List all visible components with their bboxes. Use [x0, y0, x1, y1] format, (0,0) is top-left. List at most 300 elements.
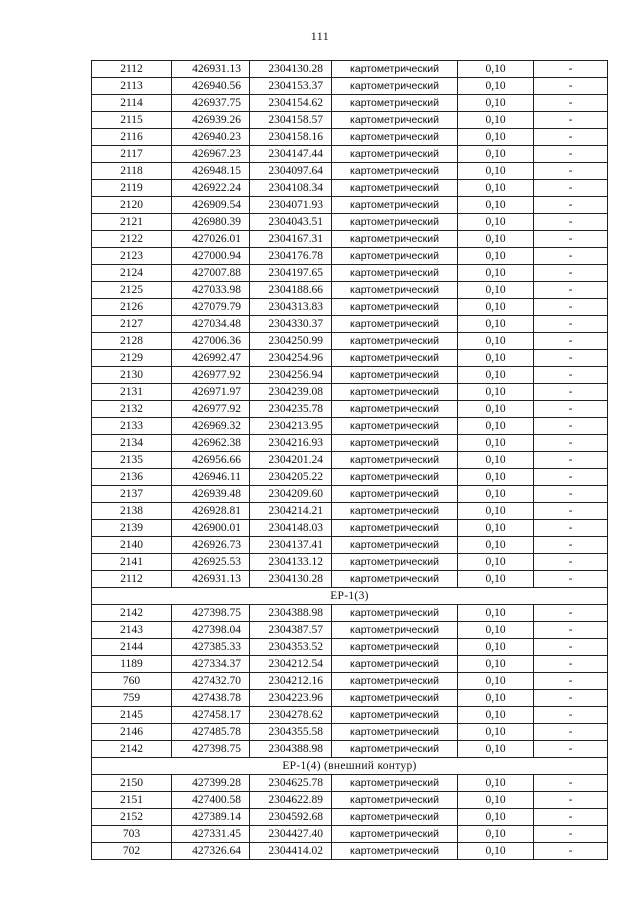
table-row	[92, 809, 608, 826]
point-number-cell: 2152	[92, 809, 172, 826]
x-coordinate-cell: 426937.75	[172, 95, 250, 112]
method-cell: картометрический	[332, 503, 458, 520]
table-row	[92, 554, 608, 571]
table-row	[92, 843, 608, 860]
method-cell: картометрический	[332, 571, 458, 588]
note-cell: -	[534, 180, 608, 197]
point-number-cell: 2117	[92, 146, 172, 163]
note-cell: -	[534, 503, 608, 520]
y-coordinate-cell: 2304130.28	[250, 571, 332, 588]
note-cell: -	[534, 690, 608, 707]
x-coordinate-cell: 426931.13	[172, 61, 250, 78]
accuracy-cell: 0,10	[458, 605, 534, 622]
point-number-cell: 2124	[92, 265, 172, 282]
x-coordinate-cell: 426940.56	[172, 78, 250, 95]
x-coordinate-cell: 427334.37	[172, 656, 250, 673]
section-heading: ЕР-1(3)	[92, 588, 608, 605]
point-number-cell: 2150	[92, 775, 172, 792]
point-number-cell: 2112	[92, 571, 172, 588]
method-cell: картометрический	[332, 622, 458, 639]
x-coordinate-cell: 426962.38	[172, 435, 250, 452]
table-row	[92, 333, 608, 350]
accuracy-cell: 0,10	[458, 707, 534, 724]
coordinates-table	[91, 60, 608, 860]
note-cell: -	[534, 214, 608, 231]
x-coordinate-cell: 427331.45	[172, 826, 250, 843]
method-cell: картометрический	[332, 299, 458, 316]
point-number-cell: 759	[92, 690, 172, 707]
y-coordinate-cell: 2304213.95	[250, 418, 332, 435]
y-coordinate-cell: 2304158.16	[250, 129, 332, 146]
table-row	[92, 214, 608, 231]
table-row	[92, 503, 608, 520]
point-number-cell: 2125	[92, 282, 172, 299]
table-row	[92, 741, 608, 758]
point-number-cell: 2114	[92, 95, 172, 112]
note-cell: -	[534, 486, 608, 503]
x-coordinate-cell: 426922.24	[172, 180, 250, 197]
accuracy-cell: 0,10	[458, 248, 534, 265]
y-coordinate-cell: 2304212.54	[250, 656, 332, 673]
accuracy-cell: 0,10	[458, 741, 534, 758]
accuracy-cell: 0,10	[458, 401, 534, 418]
table-row	[92, 724, 608, 741]
section-heading: ЕР-1(4) (внешний контур)	[92, 758, 608, 775]
accuracy-cell: 0,10	[458, 265, 534, 282]
method-cell: картометрический	[332, 265, 458, 282]
note-cell: -	[534, 282, 608, 299]
y-coordinate-cell: 2304137.41	[250, 537, 332, 554]
table-row	[92, 537, 608, 554]
table-row	[92, 605, 608, 622]
note-cell: -	[534, 826, 608, 843]
y-coordinate-cell: 2304254.96	[250, 350, 332, 367]
y-coordinate-cell: 2304256.94	[250, 367, 332, 384]
x-coordinate-cell: 427000.94	[172, 248, 250, 265]
table-row	[92, 61, 608, 78]
table-row	[92, 826, 608, 843]
note-cell: -	[534, 469, 608, 486]
method-cell: картометрический	[332, 690, 458, 707]
note-cell: -	[534, 146, 608, 163]
x-coordinate-cell: 427400.58	[172, 792, 250, 809]
point-number-cell: 2134	[92, 435, 172, 452]
x-coordinate-cell: 427326.64	[172, 843, 250, 860]
note-cell: -	[534, 724, 608, 741]
y-coordinate-cell: 2304043.51	[250, 214, 332, 231]
y-coordinate-cell: 2304108.34	[250, 180, 332, 197]
section-heading-row	[92, 588, 608, 605]
point-number-cell: 2144	[92, 639, 172, 656]
point-number-cell: 2138	[92, 503, 172, 520]
x-coordinate-cell: 427006.36	[172, 333, 250, 350]
y-coordinate-cell: 2304355.58	[250, 724, 332, 741]
method-cell: картометрический	[332, 656, 458, 673]
method-cell: картометрический	[332, 843, 458, 860]
accuracy-cell: 0,10	[458, 78, 534, 95]
accuracy-cell: 0,10	[458, 95, 534, 112]
table-row	[92, 401, 608, 418]
table-row	[92, 78, 608, 95]
accuracy-cell: 0,10	[458, 112, 534, 129]
note-cell: -	[534, 639, 608, 656]
accuracy-cell: 0,10	[458, 554, 534, 571]
y-coordinate-cell: 2304201.24	[250, 452, 332, 469]
point-number-cell: 2137	[92, 486, 172, 503]
x-coordinate-cell: 427432.70	[172, 673, 250, 690]
accuracy-cell: 0,10	[458, 622, 534, 639]
method-cell: картометрический	[332, 163, 458, 180]
y-coordinate-cell: 2304313.83	[250, 299, 332, 316]
note-cell: -	[534, 418, 608, 435]
y-coordinate-cell: 2304427.40	[250, 826, 332, 843]
accuracy-cell: 0,10	[458, 418, 534, 435]
point-number-cell: 2142	[92, 741, 172, 758]
x-coordinate-cell: 426977.92	[172, 401, 250, 418]
note-cell: -	[534, 78, 608, 95]
y-coordinate-cell: 2304388.98	[250, 605, 332, 622]
method-cell: картометрический	[332, 316, 458, 333]
table-row	[92, 639, 608, 656]
x-coordinate-cell: 427398.75	[172, 605, 250, 622]
note-cell: -	[534, 163, 608, 180]
accuracy-cell: 0,10	[458, 316, 534, 333]
table-row	[92, 792, 608, 809]
y-coordinate-cell: 2304622.89	[250, 792, 332, 809]
accuracy-cell: 0,10	[458, 775, 534, 792]
y-coordinate-cell: 2304278.62	[250, 707, 332, 724]
note-cell: -	[534, 350, 608, 367]
x-coordinate-cell: 426926.73	[172, 537, 250, 554]
y-coordinate-cell: 2304216.93	[250, 435, 332, 452]
point-number-cell: 2143	[92, 622, 172, 639]
x-coordinate-cell: 427398.04	[172, 622, 250, 639]
note-cell: -	[534, 775, 608, 792]
point-number-cell: 2135	[92, 452, 172, 469]
point-number-cell: 703	[92, 826, 172, 843]
point-number-cell: 2128	[92, 333, 172, 350]
method-cell: картометрический	[332, 452, 458, 469]
table-row	[92, 690, 608, 707]
point-number-cell: 2145	[92, 707, 172, 724]
y-coordinate-cell: 2304592.68	[250, 809, 332, 826]
accuracy-cell: 0,10	[458, 537, 534, 554]
x-coordinate-cell: 426948.15	[172, 163, 250, 180]
x-coordinate-cell: 427007.88	[172, 265, 250, 282]
note-cell: -	[534, 231, 608, 248]
note-cell: -	[534, 656, 608, 673]
table-row	[92, 469, 608, 486]
accuracy-cell: 0,10	[458, 333, 534, 350]
accuracy-cell: 0,10	[458, 350, 534, 367]
accuracy-cell: 0,10	[458, 435, 534, 452]
x-coordinate-cell: 426939.26	[172, 112, 250, 129]
y-coordinate-cell: 2304188.66	[250, 282, 332, 299]
table-row	[92, 486, 608, 503]
point-number-cell: 2120	[92, 197, 172, 214]
accuracy-cell: 0,10	[458, 282, 534, 299]
y-coordinate-cell: 2304214.21	[250, 503, 332, 520]
y-coordinate-cell: 2304133.12	[250, 554, 332, 571]
point-number-cell: 2133	[92, 418, 172, 435]
table-row	[92, 452, 608, 469]
point-number-cell: 2126	[92, 299, 172, 316]
y-coordinate-cell: 2304167.31	[250, 231, 332, 248]
note-cell: -	[534, 197, 608, 214]
point-number-cell: 2132	[92, 401, 172, 418]
note-cell: -	[534, 129, 608, 146]
method-cell: картометрический	[332, 469, 458, 486]
point-number-cell: 2130	[92, 367, 172, 384]
method-cell: картометрический	[332, 809, 458, 826]
method-cell: картометрический	[332, 673, 458, 690]
y-coordinate-cell: 2304147.44	[250, 146, 332, 163]
note-cell: -	[534, 435, 608, 452]
method-cell: картометрический	[332, 724, 458, 741]
note-cell: -	[534, 843, 608, 860]
method-cell: картометрический	[332, 775, 458, 792]
table-row	[92, 112, 608, 129]
point-number-cell: 2129	[92, 350, 172, 367]
method-cell: картометрический	[332, 146, 458, 163]
note-cell: -	[534, 316, 608, 333]
accuracy-cell: 0,10	[458, 367, 534, 384]
point-number-cell: 2119	[92, 180, 172, 197]
accuracy-cell: 0,10	[458, 724, 534, 741]
x-coordinate-cell: 427034.48	[172, 316, 250, 333]
x-coordinate-cell: 427385.33	[172, 639, 250, 656]
x-coordinate-cell: 426925.53	[172, 554, 250, 571]
accuracy-cell: 0,10	[458, 146, 534, 163]
note-cell: -	[534, 741, 608, 758]
method-cell: картометрический	[332, 129, 458, 146]
accuracy-cell: 0,10	[458, 690, 534, 707]
note-cell: -	[534, 571, 608, 588]
y-coordinate-cell: 2304158.57	[250, 112, 332, 129]
accuracy-cell: 0,10	[458, 180, 534, 197]
note-cell: -	[534, 537, 608, 554]
x-coordinate-cell: 426977.92	[172, 367, 250, 384]
method-cell: картометрический	[332, 282, 458, 299]
y-coordinate-cell: 2304148.03	[250, 520, 332, 537]
coordinates-table-body	[92, 61, 608, 860]
note-cell: -	[534, 248, 608, 265]
x-coordinate-cell: 426969.32	[172, 418, 250, 435]
table-row	[92, 418, 608, 435]
note-cell: -	[534, 452, 608, 469]
y-coordinate-cell: 2304353.52	[250, 639, 332, 656]
table-row	[92, 231, 608, 248]
point-number-cell: 2142	[92, 605, 172, 622]
method-cell: картометрический	[332, 741, 458, 758]
accuracy-cell: 0,10	[458, 639, 534, 656]
point-number-cell: 2146	[92, 724, 172, 741]
accuracy-cell: 0,10	[458, 826, 534, 843]
method-cell: картометрический	[332, 231, 458, 248]
x-coordinate-cell: 427458.17	[172, 707, 250, 724]
table-row	[92, 146, 608, 163]
accuracy-cell: 0,10	[458, 129, 534, 146]
point-number-cell: 2131	[92, 384, 172, 401]
x-coordinate-cell: 426931.13	[172, 571, 250, 588]
table-row	[92, 299, 608, 316]
accuracy-cell: 0,10	[458, 571, 534, 588]
point-number-cell: 2151	[92, 792, 172, 809]
note-cell: -	[534, 95, 608, 112]
table-row	[92, 95, 608, 112]
x-coordinate-cell: 427079.79	[172, 299, 250, 316]
y-coordinate-cell: 2304223.96	[250, 690, 332, 707]
x-coordinate-cell: 426900.01	[172, 520, 250, 537]
y-coordinate-cell: 2304209.60	[250, 486, 332, 503]
method-cell: картометрический	[332, 367, 458, 384]
y-coordinate-cell: 2304625.78	[250, 775, 332, 792]
table-row	[92, 673, 608, 690]
note-cell: -	[534, 520, 608, 537]
point-number-cell: 2112	[92, 61, 172, 78]
table-row	[92, 248, 608, 265]
table-row	[92, 163, 608, 180]
method-cell: картометрический	[332, 401, 458, 418]
table-row	[92, 622, 608, 639]
method-cell: картометрический	[332, 350, 458, 367]
y-coordinate-cell: 2304330.37	[250, 316, 332, 333]
x-coordinate-cell: 426980.39	[172, 214, 250, 231]
y-coordinate-cell: 2304235.78	[250, 401, 332, 418]
y-coordinate-cell: 2304071.93	[250, 197, 332, 214]
method-cell: картометрический	[332, 520, 458, 537]
point-number-cell: 702	[92, 843, 172, 860]
x-coordinate-cell: 427389.14	[172, 809, 250, 826]
method-cell: картометрический	[332, 333, 458, 350]
x-coordinate-cell: 427485.78	[172, 724, 250, 741]
y-coordinate-cell: 2304414.02	[250, 843, 332, 860]
x-coordinate-cell: 427026.01	[172, 231, 250, 248]
x-coordinate-cell: 426992.47	[172, 350, 250, 367]
point-number-cell: 1189	[92, 656, 172, 673]
method-cell: картометрический	[332, 639, 458, 656]
note-cell: -	[534, 384, 608, 401]
note-cell: -	[534, 707, 608, 724]
method-cell: картометрический	[332, 826, 458, 843]
y-coordinate-cell: 2304176.78	[250, 248, 332, 265]
method-cell: картометрический	[332, 61, 458, 78]
note-cell: -	[534, 112, 608, 129]
y-coordinate-cell: 2304097.64	[250, 163, 332, 180]
y-coordinate-cell: 2304153.37	[250, 78, 332, 95]
table-row	[92, 282, 608, 299]
x-coordinate-cell: 427033.98	[172, 282, 250, 299]
point-number-cell: 2115	[92, 112, 172, 129]
note-cell: -	[534, 673, 608, 690]
point-number-cell: 760	[92, 673, 172, 690]
table-row	[92, 707, 608, 724]
y-coordinate-cell: 2304387.57	[250, 622, 332, 639]
point-number-cell: 2116	[92, 129, 172, 146]
accuracy-cell: 0,10	[458, 843, 534, 860]
table-row	[92, 435, 608, 452]
table-row	[92, 265, 608, 282]
point-number-cell: 2127	[92, 316, 172, 333]
y-coordinate-cell: 2304205.22	[250, 469, 332, 486]
note-cell: -	[534, 333, 608, 350]
point-number-cell: 2113	[92, 78, 172, 95]
y-coordinate-cell: 2304212.16	[250, 673, 332, 690]
y-coordinate-cell: 2304239.08	[250, 384, 332, 401]
note-cell: -	[534, 554, 608, 571]
y-coordinate-cell: 2304130.28	[250, 61, 332, 78]
accuracy-cell: 0,10	[458, 503, 534, 520]
table-row	[92, 180, 608, 197]
method-cell: картометрический	[332, 435, 458, 452]
note-cell: -	[534, 265, 608, 282]
method-cell: картометрический	[332, 95, 458, 112]
x-coordinate-cell: 427398.75	[172, 741, 250, 758]
note-cell: -	[534, 401, 608, 418]
table-row	[92, 350, 608, 367]
note-cell: -	[534, 299, 608, 316]
y-coordinate-cell: 2304197.65	[250, 265, 332, 282]
section-heading-row	[92, 758, 608, 775]
point-number-cell: 2141	[92, 554, 172, 571]
point-number-cell: 2140	[92, 537, 172, 554]
method-cell: картометрический	[332, 112, 458, 129]
point-number-cell: 2122	[92, 231, 172, 248]
method-cell: картометрический	[332, 554, 458, 571]
x-coordinate-cell: 427438.78	[172, 690, 250, 707]
table-row	[92, 367, 608, 384]
note-cell: -	[534, 605, 608, 622]
method-cell: картометрический	[332, 78, 458, 95]
table-row	[92, 197, 608, 214]
method-cell: картометрический	[332, 384, 458, 401]
method-cell: картометрический	[332, 707, 458, 724]
x-coordinate-cell: 426946.11	[172, 469, 250, 486]
accuracy-cell: 0,10	[458, 384, 534, 401]
table-row	[92, 129, 608, 146]
accuracy-cell: 0,10	[458, 231, 534, 248]
table-row	[92, 571, 608, 588]
table-row	[92, 316, 608, 333]
accuracy-cell: 0,10	[458, 656, 534, 673]
accuracy-cell: 0,10	[458, 486, 534, 503]
table-row	[92, 520, 608, 537]
method-cell: картометрический	[332, 248, 458, 265]
point-number-cell: 2121	[92, 214, 172, 231]
point-number-cell: 2118	[92, 163, 172, 180]
x-coordinate-cell: 426971.97	[172, 384, 250, 401]
accuracy-cell: 0,10	[458, 469, 534, 486]
note-cell: -	[534, 622, 608, 639]
method-cell: картометрический	[332, 180, 458, 197]
method-cell: картометрический	[332, 197, 458, 214]
note-cell: -	[534, 61, 608, 78]
note-cell: -	[534, 792, 608, 809]
accuracy-cell: 0,10	[458, 61, 534, 78]
method-cell: картометрический	[332, 214, 458, 231]
method-cell: картометрический	[332, 792, 458, 809]
method-cell: картометрический	[332, 486, 458, 503]
accuracy-cell: 0,10	[458, 520, 534, 537]
accuracy-cell: 0,10	[458, 197, 534, 214]
point-number-cell: 2136	[92, 469, 172, 486]
y-coordinate-cell: 2304250.99	[250, 333, 332, 350]
table-row	[92, 775, 608, 792]
y-coordinate-cell: 2304388.98	[250, 741, 332, 758]
accuracy-cell: 0,10	[458, 809, 534, 826]
page-number: 111	[310, 29, 330, 43]
table-row	[92, 384, 608, 401]
